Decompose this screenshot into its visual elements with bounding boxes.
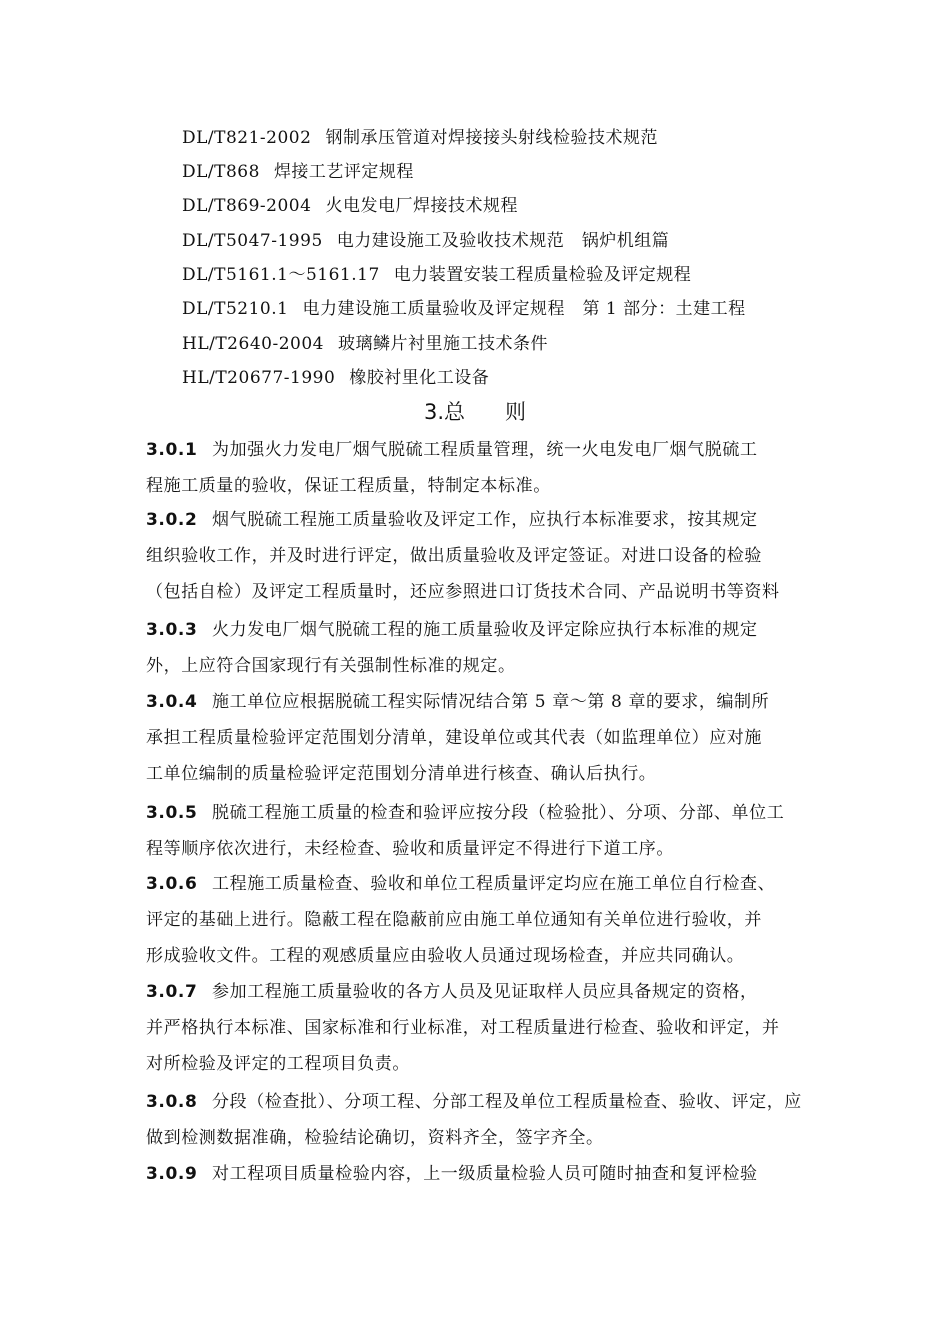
reference-item bbox=[182, 229, 669, 253]
clause-number: 3.0.6 bbox=[146, 874, 198, 894]
clause-text: 工单位编制的质量检验评定范围划分清单进行核查、确认后执行。 bbox=[146, 764, 657, 784]
clause bbox=[146, 1084, 810, 1156]
reference-item bbox=[182, 263, 691, 287]
reference-title: 电力建设施工质量验收及评定规程 第 1 部分：土建工程 bbox=[302, 299, 746, 319]
clause-text: 做到检测数据准确，检验结论确切，资料齐全，签字齐全。 bbox=[146, 1128, 604, 1148]
clause-text: 对工程项目质量检验内容，上一级质量检验人员可随时抽查和复评检验 bbox=[212, 1164, 758, 1184]
reference-code: DL/T821-2002 bbox=[182, 128, 312, 148]
reference-code: DL/T869-2004 bbox=[182, 196, 312, 216]
reference-item bbox=[182, 366, 489, 390]
clause-text: 分段（检查批）、分项工程、分部工程及单位工程质量检查、验收、评定，应 bbox=[212, 1092, 802, 1112]
clause-text: 评定的基础上进行。隐蔽工程在隐蔽前应由施工单位通知有关单位进行验收，并 bbox=[146, 910, 762, 930]
clause bbox=[146, 432, 810, 504]
reference-code: DL/T868 bbox=[182, 162, 260, 182]
clause-text: 施工单位应根据脱硫工程实际情况结合第 5 章～第 8 章的要求，编制所 bbox=[212, 692, 770, 712]
reference-title: 焊接工艺评定规程 bbox=[273, 162, 414, 182]
reference-title: 电力装置安装工程质量检验及评定规程 bbox=[393, 265, 692, 285]
clause-number: 3.0.1 bbox=[146, 440, 198, 460]
clause-text: 对所检验及评定的工程项目负责。 bbox=[146, 1054, 410, 1074]
clause-text: 为加强火力发电厂烟气脱硫工程质量管理，统一火电发电厂烟气脱硫工 bbox=[212, 440, 758, 460]
clause-number: 3.0.8 bbox=[146, 1092, 198, 1112]
clause-text: 组织验收工作，并及时进行评定，做出质量验收及评定签证。对进口设备的检验 bbox=[146, 546, 762, 566]
reference-code: DL/T5210.1 bbox=[182, 299, 289, 319]
reference-title: 橡胶衬里化工设备 bbox=[349, 368, 490, 388]
reference-item bbox=[182, 297, 746, 321]
clause bbox=[146, 974, 810, 1082]
clause-number: 3.0.5 bbox=[146, 803, 198, 823]
reference-item bbox=[182, 332, 548, 356]
reference-code: DL/T5161.1～5161.17 bbox=[182, 265, 380, 285]
reference-item bbox=[182, 126, 658, 150]
reference-title: 玻璃鳞片衬里施工技术条件 bbox=[337, 334, 548, 354]
clause bbox=[146, 1156, 810, 1192]
clause-number: 3.0.9 bbox=[146, 1164, 198, 1184]
clause bbox=[146, 795, 810, 867]
section-title-part: 总 bbox=[444, 400, 466, 424]
clause-text: 形成验收文件。工程的观感质量应由验收人员通过现场检查，并应共同确认。 bbox=[146, 946, 745, 966]
reference-title: 钢制承压管道对焊接接头射线检验技术规范 bbox=[325, 128, 658, 148]
reference-code: HL/T20677-1990 bbox=[182, 368, 336, 388]
section-number: 3. bbox=[423, 400, 445, 424]
section-heading bbox=[0, 398, 950, 426]
clause-text: 程施工质量的验收，保证工程质量，特制定本标准。 bbox=[146, 476, 551, 496]
clause bbox=[146, 612, 810, 684]
reference-title: 火电发电厂焊接技术规程 bbox=[325, 196, 518, 216]
clause-text: 烟气脱硫工程施工质量验收及评定工作，应执行本标准要求，按其规定 bbox=[212, 510, 758, 530]
clause-number: 3.0.4 bbox=[146, 692, 198, 712]
clause-text: （包括自检）及评定工程质量时，还应参照进口订货技术合同、产品说明书等资料 bbox=[146, 582, 780, 602]
reference-code: HL/T2640-2004 bbox=[182, 334, 324, 354]
clause-number: 3.0.3 bbox=[146, 620, 198, 640]
reference-item bbox=[182, 160, 414, 184]
clause bbox=[146, 684, 810, 792]
reference-item bbox=[182, 194, 518, 218]
reference-code: DL/T5047-1995 bbox=[182, 231, 323, 251]
clause bbox=[146, 502, 810, 610]
clause-text: 承担工程质量检验评定范围划分清单，建设单位或其代表（如监理单位）应对施 bbox=[146, 728, 762, 748]
clause-text: 程等顺序依次进行，未经检查、验收和质量评定不得进行下道工序。 bbox=[146, 839, 674, 859]
clause-text: 火力发电厂烟气脱硫工程的施工质量验收及评定除应执行本标准的规定 bbox=[212, 620, 758, 640]
clause-text: 并严格执行本标准、国家标准和行业标准，对工程质量进行检查、验收和评定，并 bbox=[146, 1018, 780, 1038]
clause-number: 3.0.7 bbox=[146, 982, 198, 1002]
section-title-part: 则 bbox=[505, 400, 527, 424]
reference-title: 电力建设施工及验收技术规范 锅炉机组篇 bbox=[336, 231, 670, 251]
clause bbox=[146, 866, 810, 974]
clause-text: 脱硫工程施工质量的检查和验评应按分段（检验批）、分项、分部、单位工 bbox=[212, 803, 785, 823]
clause-text: 参加工程施工质量验收的各方人员及见证取样人员应具备规定的资格， bbox=[212, 982, 758, 1002]
clause-number: 3.0.2 bbox=[146, 510, 198, 530]
clause-text: 外，上应符合国家现行有关强制性标准的规定。 bbox=[146, 656, 516, 676]
clause-text: 工程施工质量检查、验收和单位工程质量评定均应在施工单位自行检查、 bbox=[212, 874, 776, 894]
